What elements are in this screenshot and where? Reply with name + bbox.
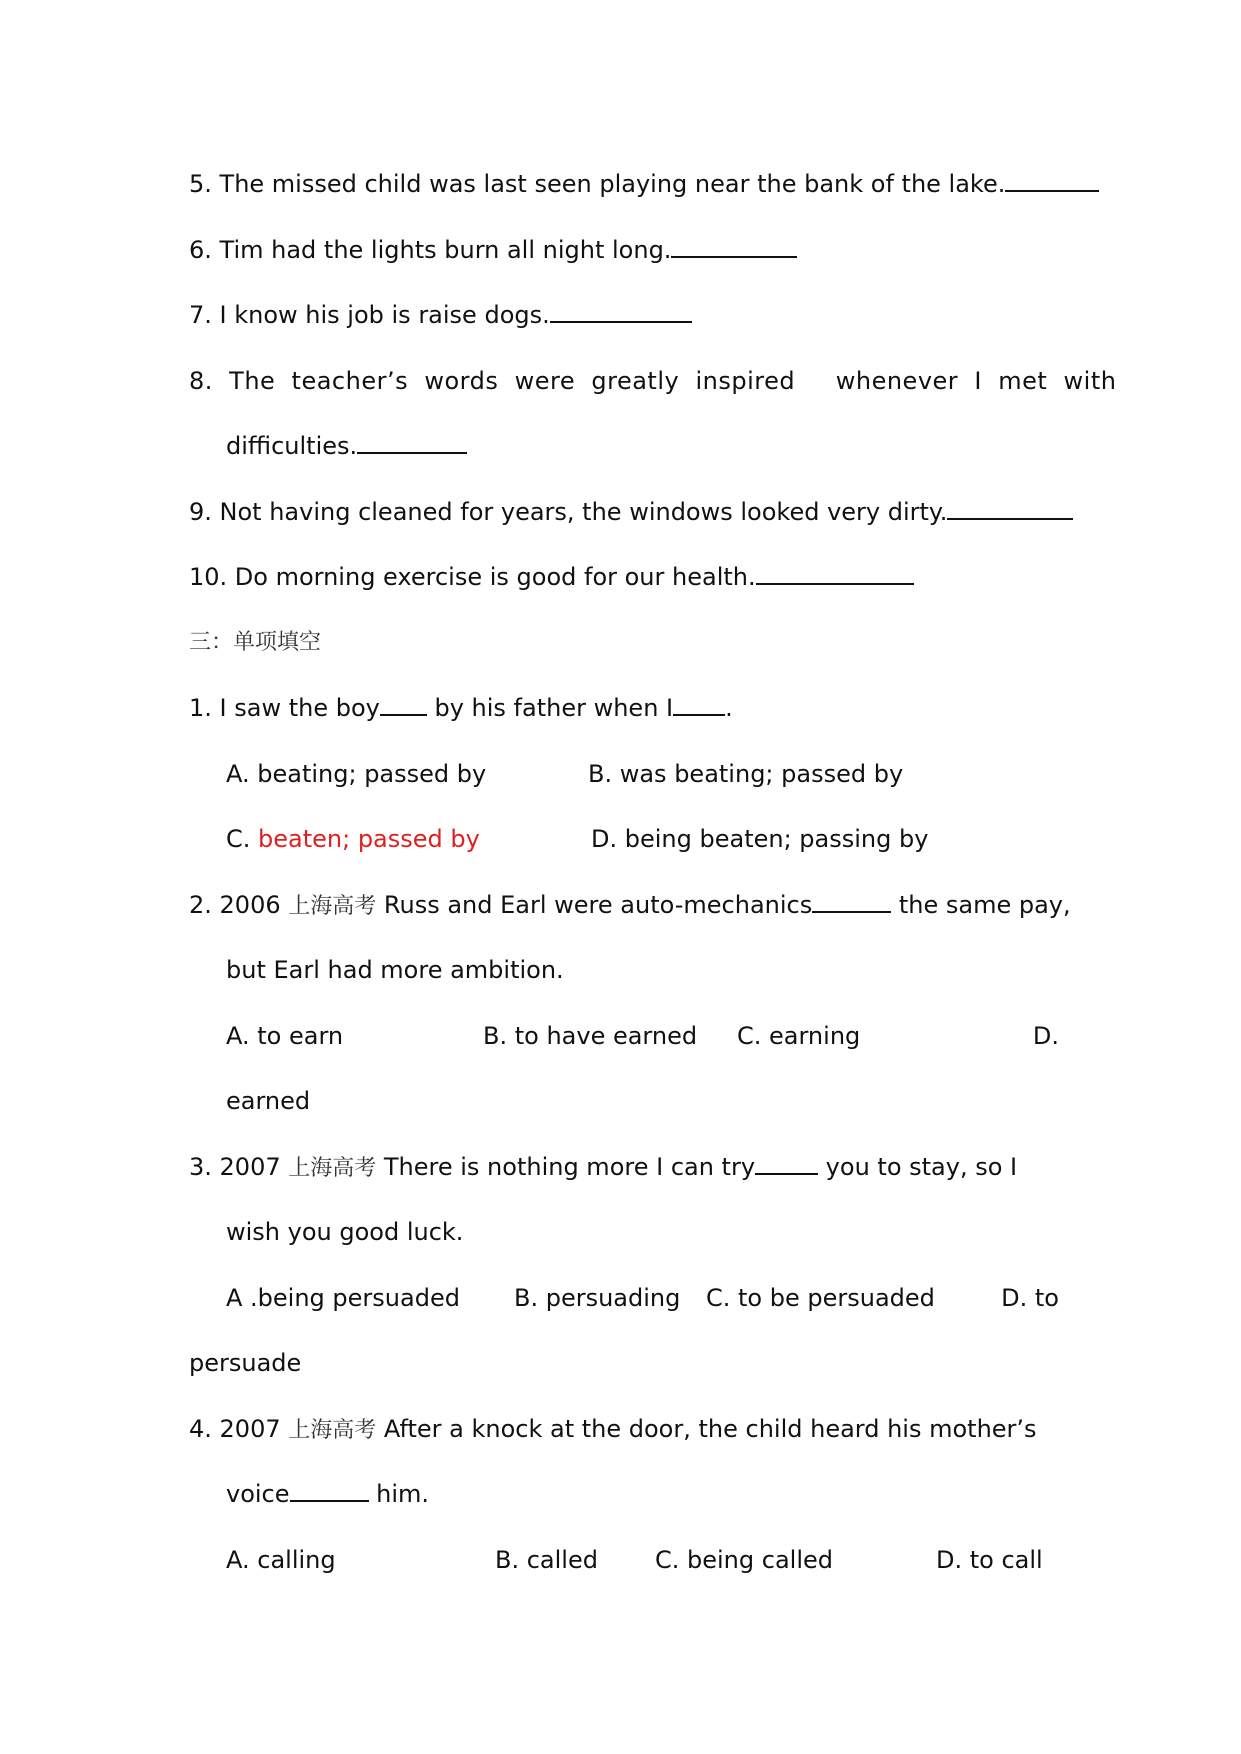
answer-blank[interactable]: [380, 692, 427, 716]
option-d[interactable]: D. to: [1001, 1284, 1059, 1312]
section-3-heading: 三：单项填空: [189, 630, 322, 655]
answer-blank[interactable]: [550, 299, 692, 323]
mc-question-3-stem-end: you to stay, so I: [818, 1153, 1018, 1181]
mc-question-1: [189, 691, 1059, 725]
mc-question-4-options: [189, 1543, 1059, 1577]
option-c[interactable]: C. earning: [737, 1022, 861, 1050]
option-c-label: C.: [226, 825, 259, 853]
answer-blank[interactable]: [357, 430, 467, 454]
option-b[interactable]: B. called: [495, 1546, 598, 1574]
mc-question-2: [189, 888, 1071, 924]
mc-question-4: [189, 1412, 1059, 1448]
answer-blank[interactable]: [671, 234, 797, 258]
mc-question-1-stem-mid: by his father when I: [426, 694, 674, 722]
mc-question-4-stem-end: him.: [368, 1480, 430, 1508]
question-5-text: 5. The missed child was last seen playing near the bank of the lake.: [189, 170, 1006, 198]
exam-source-label: 上海高考: [288, 1156, 377, 1181]
question-6-text: 6. Tim had the lights burn all night long.: [189, 236, 672, 264]
question-10: [189, 560, 1059, 594]
option-b[interactable]: B. to have earned: [483, 1022, 698, 1050]
mc-question-4-stem: After a knock at the door, the child heard his mother’s: [376, 1415, 1037, 1443]
mc-question-4-stem-2: voice: [226, 1480, 290, 1508]
option-b[interactable]: B. was beating; passed by: [588, 760, 904, 788]
mc-question-2-options: [189, 1019, 1059, 1053]
option-a[interactable]: A .being persuaded: [226, 1284, 460, 1312]
option-d[interactable]: D.: [1032, 1022, 1059, 1050]
option-a[interactable]: A. beating; passed by: [226, 760, 487, 788]
answer-blank[interactable]: [673, 692, 725, 716]
option-b[interactable]: B. persuading: [514, 1284, 681, 1312]
answer-blank[interactable]: [947, 496, 1073, 520]
question-8-line-1: [189, 364, 1117, 398]
correct-answer-text: beaten; passed by: [258, 825, 480, 853]
question-5: [189, 167, 1059, 201]
question-9: [189, 495, 1059, 529]
mc-question-2-line-2: but Earl had more ambition.: [226, 956, 564, 984]
answer-blank[interactable]: [290, 1478, 369, 1502]
option-a[interactable]: A. to earn: [226, 1022, 344, 1050]
mc-question-4-line-2: [226, 1477, 1059, 1511]
mc-question-2-number: 2. 2006: [189, 891, 289, 919]
mc-question-2-stem: Russ and Earl were auto-mechanics: [376, 891, 813, 919]
mc-question-3-line-2: wish you good luck.: [226, 1218, 464, 1246]
mc-question-1-options-row-1: [189, 757, 1059, 791]
exam-source-label: 上海高考: [288, 894, 377, 919]
mc-question-1-options-row-2: [189, 822, 1059, 856]
mc-question-3-options: [189, 1281, 1059, 1315]
option-d-continuation: persuade: [189, 1349, 302, 1377]
question-7: [189, 298, 1059, 332]
exam-source-label: 上海高考: [288, 1418, 377, 1443]
question-6: [189, 233, 1059, 267]
answer-blank[interactable]: [756, 561, 914, 585]
question-10-text: 10. Do morning exercise is good for our health.: [189, 563, 756, 591]
answer-blank[interactable]: [812, 889, 891, 913]
mc-question-3: [189, 1150, 1059, 1186]
mc-question-1-stem: 1. I saw the boy: [189, 694, 380, 722]
mc-question-4-number: 4. 2007: [189, 1415, 289, 1443]
option-d-continuation: earned: [226, 1087, 311, 1115]
option-c[interactable]: [226, 822, 480, 856]
mc-question-1-stem-end: .: [725, 694, 733, 722]
option-d[interactable]: D. being beaten; passing by: [591, 825, 929, 853]
mc-question-2-stem-end: the same pay,: [891, 891, 1071, 919]
mc-question-3-number: 3. 2007: [189, 1153, 289, 1181]
question-8-line-2: [226, 429, 1059, 463]
question-9-text: 9. Not having cleaned for years, the windows looked very dirty.: [189, 498, 948, 526]
option-a[interactable]: A. calling: [226, 1546, 336, 1574]
question-8-continuation: difficulties.: [226, 432, 358, 460]
question-7-text: 7. I know his job is raise dogs.: [189, 301, 550, 329]
question-8-text: 8. The teacher’s words were greatly inspired whenever I met with: [189, 367, 1117, 395]
option-d[interactable]: D. to call: [936, 1546, 1043, 1574]
mc-question-3-stem: There is nothing more I can try: [376, 1153, 756, 1181]
option-c[interactable]: C. being called: [655, 1546, 833, 1574]
answer-blank[interactable]: [1005, 168, 1099, 192]
option-c[interactable]: C. to be persuaded: [706, 1284, 935, 1312]
answer-blank[interactable]: [755, 1151, 818, 1175]
